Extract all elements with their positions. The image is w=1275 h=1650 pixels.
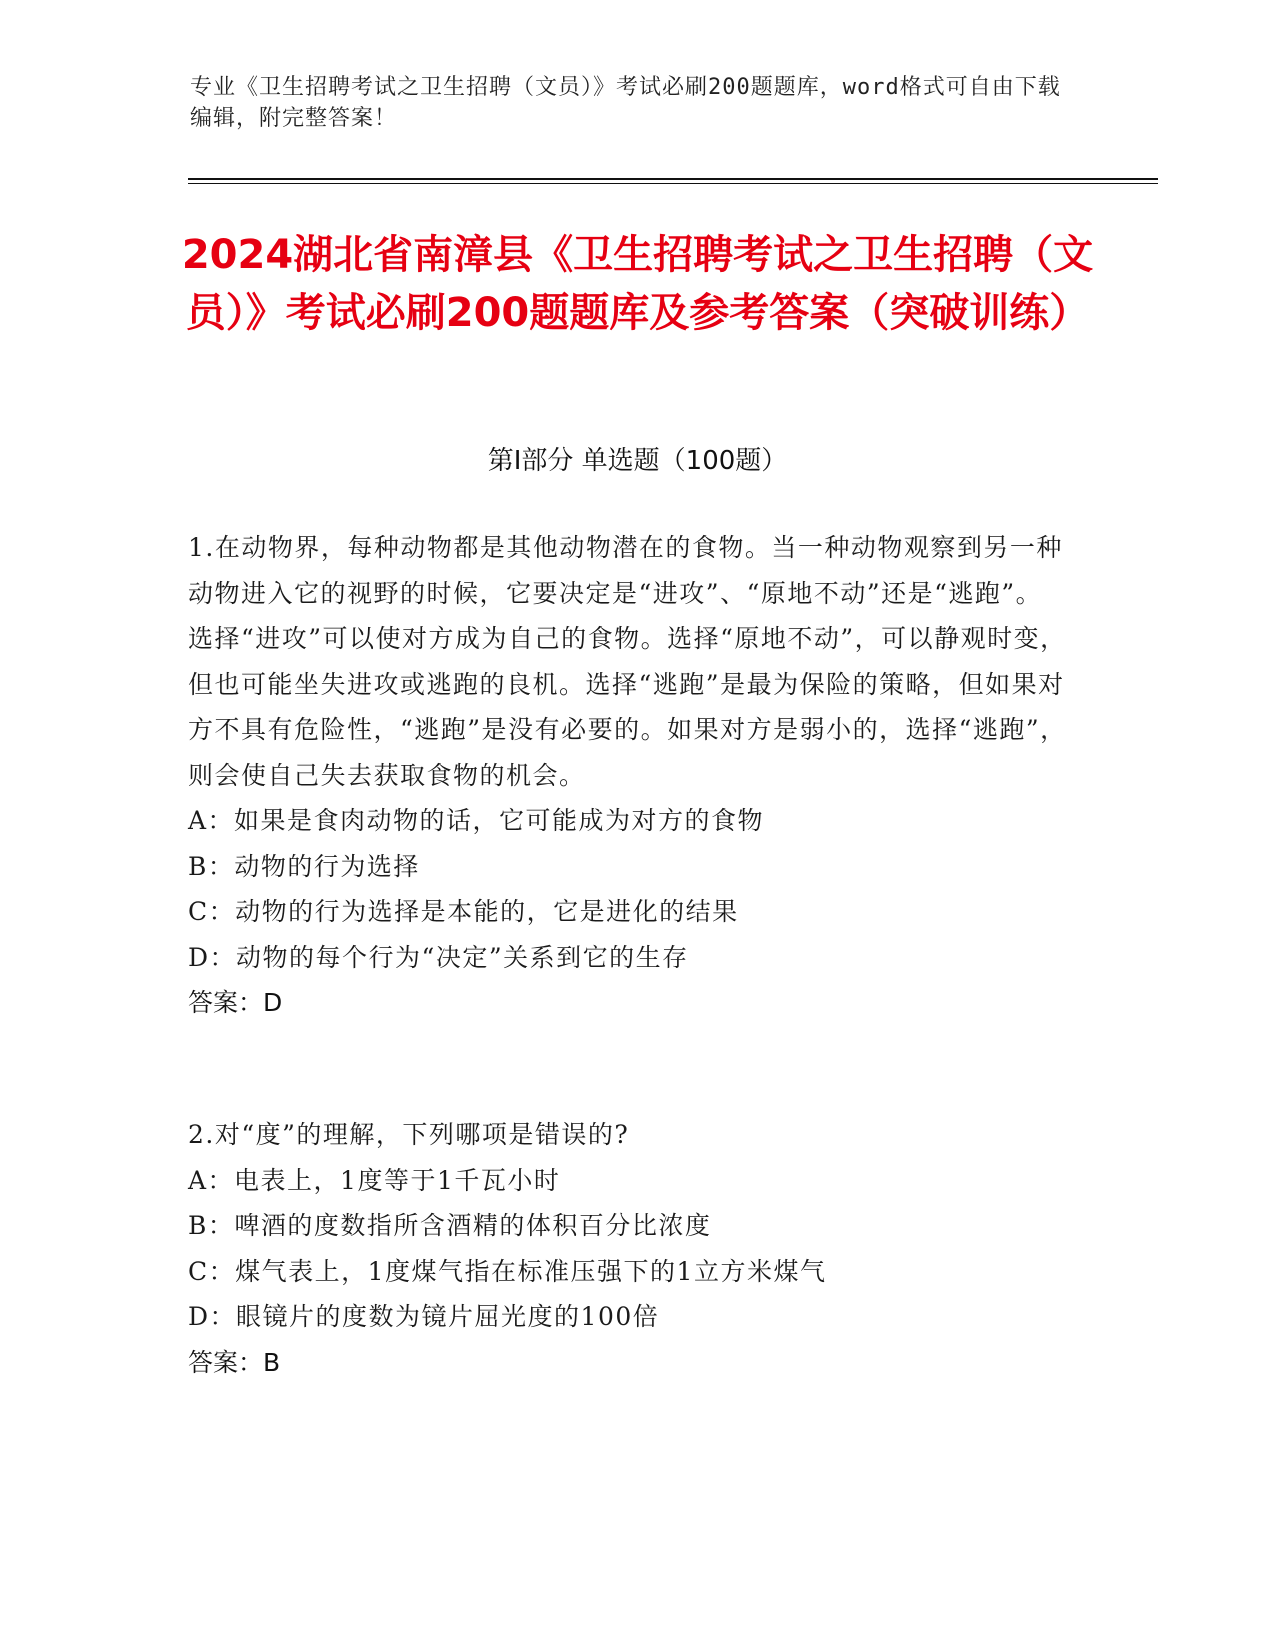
question-block [188, 525, 1068, 1026]
answer-label: 答案：B [188, 1347, 281, 1377]
option-d: D：眼镜片的度数为镜片屈光度的100倍 [188, 1302, 660, 1331]
option-a: A：电表上，1度等于1千瓦小时 [188, 1165, 561, 1195]
option-c: C：动物的行为选择是本能的，它是进化的结果 [188, 897, 739, 926]
question-block [188, 1112, 1068, 1385]
header-divider-thick [188, 178, 1158, 180]
answer-label: 答案：D [188, 988, 283, 1017]
option-d: D：动物的每个行为“决定”关系到它的生存 [188, 942, 689, 972]
option-a: A：如果是食肉动物的话，它可能成为对方的食物 [188, 806, 765, 835]
option-c: C：煤气表上，1度煤气指在标准压强下的1立方米煤气 [188, 1256, 827, 1286]
question-stem: 2.对“度”的理解，下列哪项是错误的? [188, 1120, 630, 1149]
header-divider-thin [188, 183, 1158, 184]
question-stem: 1.在动物界，每种动物都是其他动物潜在的食物。当一种动物观察到另一种动物进入它的视野的时候，它要决定是“进攻”、“原地不动”还是“逃跑”。选择“进攻”可以使对方成为自己的食物。选择“原地不动”，可以静观时变，但也可能坐失进攻或逃跑的良机。选择“逃跑”是最为保险的策略，但如果对方不具有危险性，“逃跑”是没有必要的。如果对方是弱小的，选择“逃跑”，则会使自己失去获取食物的机会。 [188, 533, 1067, 790]
section-heading: 第I部分 单选题（100题） [487, 446, 788, 476]
option-b: B：啤酒的度数指所含酒精的体积百分比浓度 [188, 1211, 712, 1240]
document-title: 2024湖北省南漳县《卫生招聘考试之卫生招聘（文员）》考试必刷200题题库及参考答案（突破训练） [181, 232, 1094, 336]
intro-text: 专业《卫生招聘考试之卫生招聘（文员）》考试必刷200题题库，word格式可自由下载编辑，附完整答案！ [190, 75, 1061, 131]
option-b: B：动物的行为选择 [188, 851, 420, 881]
